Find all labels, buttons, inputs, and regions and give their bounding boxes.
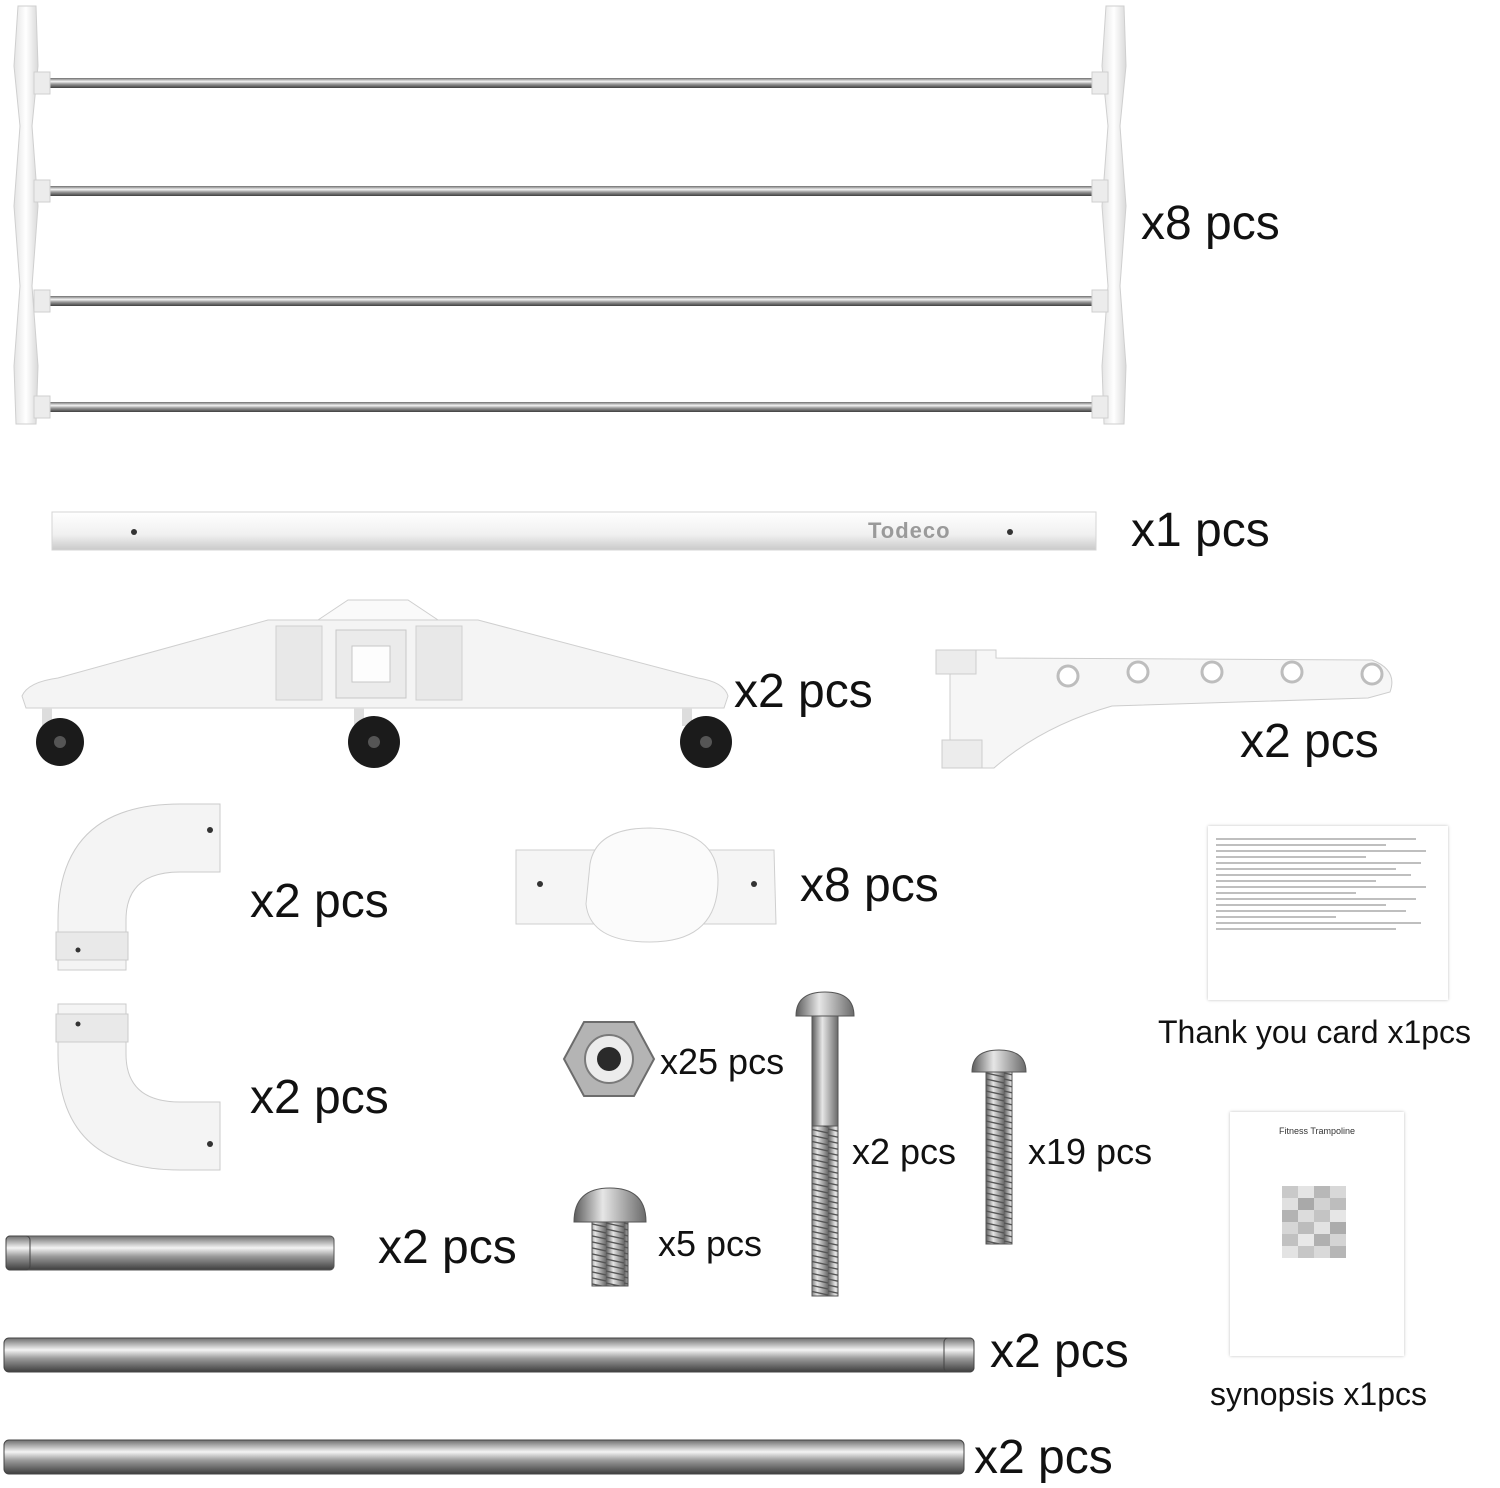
- short-screw-quantity: x5 pcs: [658, 1223, 763, 1264]
- long-tube-1-quantity: x2 pcs: [990, 1325, 1129, 1378]
- long-bolt-image: [792, 990, 858, 1302]
- elbow-upper-quantity: x2 pcs: [250, 875, 389, 928]
- synopsis-caption: synopsis x1pcs: [1210, 1376, 1427, 1412]
- wall-clip-quantity: x8 pcs: [800, 859, 939, 912]
- medium-bolt-quantity: x19 pcs: [1028, 1131, 1153, 1172]
- short-tube-image: [6, 1236, 334, 1270]
- medium-bolt-image: [968, 1048, 1030, 1248]
- crossbar-quantity: x1 pcs: [1131, 504, 1270, 557]
- wall-bracket-quantity: x2 pcs: [1240, 715, 1379, 768]
- rack-frame-image: [10, 6, 1130, 428]
- elbow-upper-image: [50, 800, 226, 976]
- elbow-lower-quantity: x2 pcs: [250, 1071, 389, 1124]
- synopsis-pixel-block: [1230, 1176, 1404, 1296]
- short-tube-quantity: x2 pcs: [378, 1221, 517, 1274]
- long-tube-1-image: [4, 1338, 974, 1372]
- thank-you-card-image: [1208, 826, 1448, 1000]
- crossbar-brand: Todeco: [868, 518, 951, 543]
- long-tube-2-image: [4, 1440, 964, 1474]
- synopsis-image: [1230, 1112, 1404, 1356]
- synopsis-title: Fitness Trampoline: [1278, 1126, 1356, 1136]
- wheel-base-quantity: x2 pcs: [734, 665, 873, 718]
- wheel-base-image: [18, 596, 734, 774]
- thank-you-card-caption: Thank you card x1pcs: [1158, 1014, 1472, 1050]
- short-screw-image: [570, 1186, 650, 1290]
- long-tube-2-quantity: x2 pcs: [974, 1431, 1113, 1484]
- long-bolt-quantity: x2 pcs: [852, 1131, 957, 1172]
- nut-image: [562, 1018, 656, 1100]
- elbow-lower-image: [50, 1000, 226, 1174]
- rack-frame-quantity: x8 pcs: [1141, 197, 1280, 250]
- nut-quantity: x25 pcs: [660, 1041, 785, 1082]
- wall-clip-image: [510, 824, 780, 946]
